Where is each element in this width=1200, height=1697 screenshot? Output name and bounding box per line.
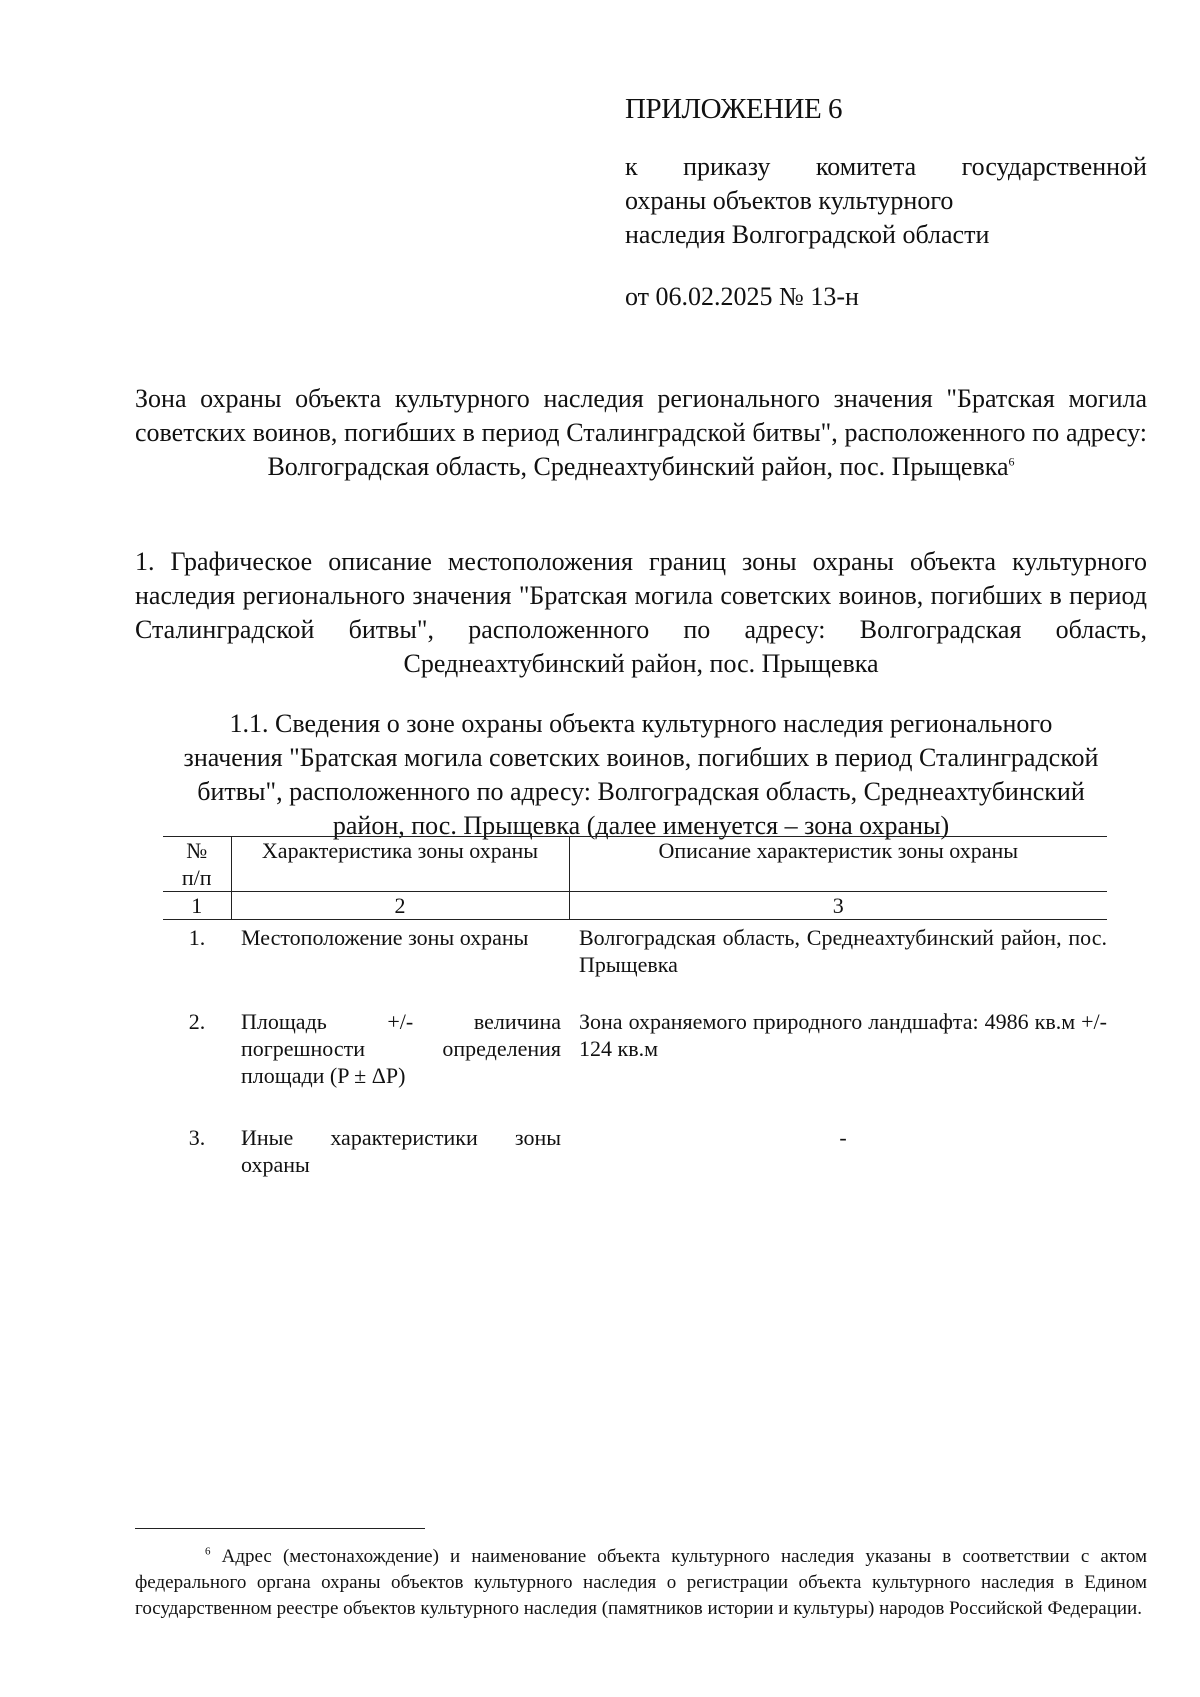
header-num	[163, 837, 231, 892]
order-line-3: наследия Волгоградской области	[625, 220, 990, 249]
appendix-order-reference	[625, 150, 1147, 252]
row-characteristic: Иные характеристики зоны охраны	[241, 1125, 561, 1177]
row-description: Волгоградская область, Среднеахтубинский район, пос. Прыщевка	[579, 925, 1107, 977]
order-word: комитета	[815, 152, 917, 181]
footnote-mark: 6	[205, 1545, 211, 1558]
order-line-1	[625, 150, 1147, 184]
section-1-1-heading	[135, 707, 1147, 843]
order-word: приказу	[683, 152, 771, 181]
footnote-separator	[135, 1528, 425, 1529]
footnote-reference: 6	[1008, 454, 1015, 469]
row-description: Зона охраняемого природного ландшафта: 4986 кв.м +/- 124 кв.м	[579, 1009, 1107, 1061]
footnote-text: Адрес (местонахождение) и наименование объекта культурного наследия указаны в соответствии с актом федерального органа охраны объектов культурного наследия о регистрации объекта культурного наследия в Едином государственном реестре объектов культурного наследия (памятников истории и культуры) народов Российской Федерации.	[135, 1546, 1147, 1619]
protection-zone-table	[163, 836, 1107, 1194]
column-number: 2	[231, 892, 569, 920]
title-text: Зона охраны объекта культурного наследия регионального значения "Братская могила советских воинов, погибших в период Сталинградской битвы", расположенного по адресу: Волгоградская область, Среднеахтубинский район, пос. Прыщевка	[135, 384, 1147, 481]
section-1-1-line: битвы", расположенного по адресу: Волгоградская область, Среднеахтубинский	[197, 777, 1085, 806]
section-1-1-line: значения "Братская могила советских воинов, погибших в период Сталинградской	[183, 743, 1099, 772]
order-line-2: охраны объектов культурного	[625, 186, 954, 215]
header-num-line: п/п	[181, 865, 212, 890]
row-characteristic: Местоположение зоны охраны	[241, 925, 529, 950]
row-number: 1.	[188, 925, 206, 950]
header-num-line: №	[186, 838, 208, 863]
table-row	[163, 1120, 1107, 1194]
order-word: к	[625, 152, 638, 181]
header-characteristic: Характеристика зоны охраны	[231, 837, 569, 892]
column-number: 1	[163, 892, 231, 920]
header-description: Описание характеристик зоны охраны	[569, 837, 1107, 892]
row-number: 3.	[188, 1125, 206, 1150]
appendix-header: ПРИЛОЖЕНИЕ 6	[625, 93, 842, 125]
row-description: -	[839, 1125, 847, 1150]
document-title	[135, 382, 1147, 484]
table-row	[163, 1004, 1107, 1120]
table-row	[163, 920, 1107, 1005]
section-1-1-line: 1.1. Сведения о зоне охраны объекта культурного наследия регионального	[229, 709, 1053, 738]
row-characteristic: Площадь +/- величина погрешности определения площади (P ± ΔP)	[241, 1009, 561, 1088]
section-1-1-line: район, пос. Прыщевка (далее именуется – зона охраны)	[332, 811, 950, 840]
table-header-row	[163, 837, 1107, 892]
section-1-heading: 1. Графическое описание местоположения границ зоны охраны объекта культурного наследия регионального значения "Братская могила советских воинов, погибших в период Сталинградской битвы", расположенного по адресу: Волгоградская область, Среднеахтубинский район, пос. Прыщевка	[135, 547, 1147, 678]
row-number: 2.	[188, 1009, 206, 1034]
order-word: государственной	[961, 152, 1147, 181]
column-number: 3	[569, 892, 1107, 920]
column-numbers-row	[163, 892, 1107, 920]
appendix-date: от 06.02.2025 № 13-н	[625, 282, 859, 311]
footnote	[135, 1544, 1147, 1622]
